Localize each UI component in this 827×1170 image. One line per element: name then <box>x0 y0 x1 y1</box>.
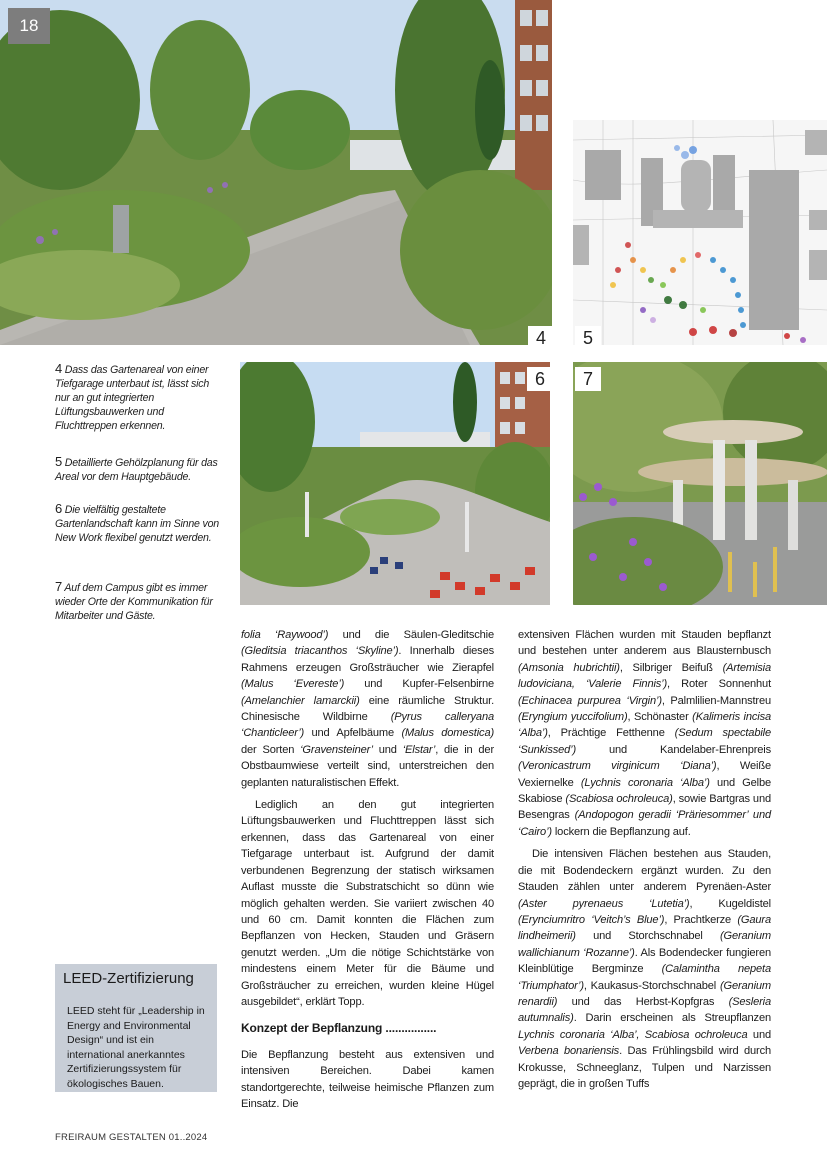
caption-6: 6 Die vielfältig gestaltete Gartenlandschaft kann im Sinne von New Work flexibel genutzt werden. <box>55 501 219 544</box>
site-plan-drawing <box>573 120 827 345</box>
box-text: LEED steht für „Leadership in Energy and Environmental Design“ und ist ein international anerkanntes Zertifizierungssystem für ökologisches Bauen. <box>67 1005 205 1090</box>
article-column-2 <box>518 627 771 1092</box>
paragraph: folia ‘Raywood’) und die Säulen-Gleditschie (Gleditsia triacanthos ‘Skyline’). Innerhalb dieses Rahmens erzeugen Großsträucher wie Zierapfel (Malus ‘Evereste’) und Kupfer-Felsenbirne (Amelanchier lamarckii) eine räumliche Struktur. Chinesische Wildbirne (Pyrus calleryana ‘Chanticleer’) und Apfelbäume (Malus domestica) der Sorten ‘Gravensteiner’ und ‘Elstar’, die in der Obstbaumwiese verteilt sind, unterstreichen den geplanten naturalistischen Effekt. <box>241 629 495 789</box>
box-title: LEED-Zertifizierung <box>63 970 194 987</box>
figure-number: 5 <box>575 326 601 350</box>
caption-5: 5 Detaillierte Gehölzplanung für das Areal vor dem Hauptgebäude. <box>55 454 218 483</box>
article-column-1 <box>241 627 494 1112</box>
figure-number: 4 <box>528 326 554 350</box>
figure-number: 7 <box>575 367 601 391</box>
figure-number: 6 <box>527 367 553 391</box>
section-heading: Konzept der Bepflanzung ................ <box>241 1021 437 1036</box>
photo-picnic-table <box>573 362 827 605</box>
caption-4: 4 Dass das Gartenareal von einer Tiefgarage unterbaut ist, lässt sich nur an gut integrierten Lüftungsbauwerken und Fluchttreppen erkennen. <box>55 361 210 432</box>
paragraph: extensiven Flächen wurden mit Stauden bepflanzt und bestehen unter anderem aus Blausternbusch (Amsonia hubrichtii), Silbriger Beifuß (Artemisia ludoviciana, ‘Valerie Finnis’), Roter Sonnenhut (Echinacea purpurea ‘Virgin’), Palmlilien-Mannstreu (Eryngium yuccifolium), Schönaster (Kalimeris incisa ‘Alba’), Prächtige Fetthenne (Sedum spectabile ‘Sunkissed’) und Kandelaber-Ehrenpreis (Veronicastrum virginicum ‘Diana’), Weiße Vexiernelke (Lychnis coronaria ‘Alba’) und Gelbe Skabiose (Scabiosa ochroleuca), sowie Bartgras und Besengras (Andopogon geradii ‘Präriesommer’ und ‘Cairo’) lockern die Bepflanzung auf. <box>518 629 772 838</box>
photo-garden-landscape <box>240 362 550 605</box>
page-number: 18 <box>8 8 50 44</box>
paragraph: Lediglich an den gut integrierten Lüftungsbauwerken und Fluchttreppen lässt sich erkennen, dass das Gartenareal von einer Tiefgarage unterbaut ist. Aufgrund der damit verbundenen Begrenzung der statisch wirksamen Auflast musste die Substratschicht so dünn wie möglich gehalten werden. Sie variiert zwischen 40 und 60 cm. Damit konnten die Flächen zum Bepflanzen von Hecken, Stauden und Gräsern genutzt werden. „Um die nötige Schichtstärke von mindestens einem Meter für die Bäume und Großsträucher zu erreichen, wurden kleine Hügel ausgebildet“, erklärt Topp. <box>241 799 494 1008</box>
paragraph: Die intensiven Flächen bestehen aus Stauden, die mit Bodendeckern ergänzt wurden. Zu den Stauden zählen unter anderem Pyrenäen-Aster (Aster pyrenaeus ‘Lutetia’), Kugeldistel (Erynciumritro ‘Veitch’s Blue’), Prachtkerze (Gaura lindheimerii) und Storchschnabel (Geranium wallichianum ‘Rozanne’). Als Bodendecker fungieren Kleinblütige Bergminze (Calamintha nepeta ‘Triumphator’), Kaukasus-Storchschnabel (Geranium renardii) und das Herbst-Kopfgras (Sesleria autumnalis). Darin erscheinen als Streupflanzen Lychnis coronaria ‘Alba’, Scabiosa ochroleuca und Verbena bonariensis. Das Frühlingsbild wird durch Krokusse, Schneeglanz, Tulpen und Narzissen geprägt, die in großen Tuffs <box>518 848 772 1090</box>
leed-info-box <box>55 964 217 1092</box>
paragraph: Die Bepflanzung besteht aus extensiven und intensiven Bereichen. Dabei kamen standortgerechte, teilweise heimische Pflanzen zum Einsatz. Die <box>241 1048 494 1110</box>
photo-garden-path <box>0 0 552 345</box>
page-footer: FREIRAUM GESTALTEN 01..2024 <box>55 1132 208 1143</box>
caption-7: 7 Auf dem Campus gibt es immer wieder Orte der Kommunikation für Mitarbeiter und Gäste. <box>55 579 213 622</box>
